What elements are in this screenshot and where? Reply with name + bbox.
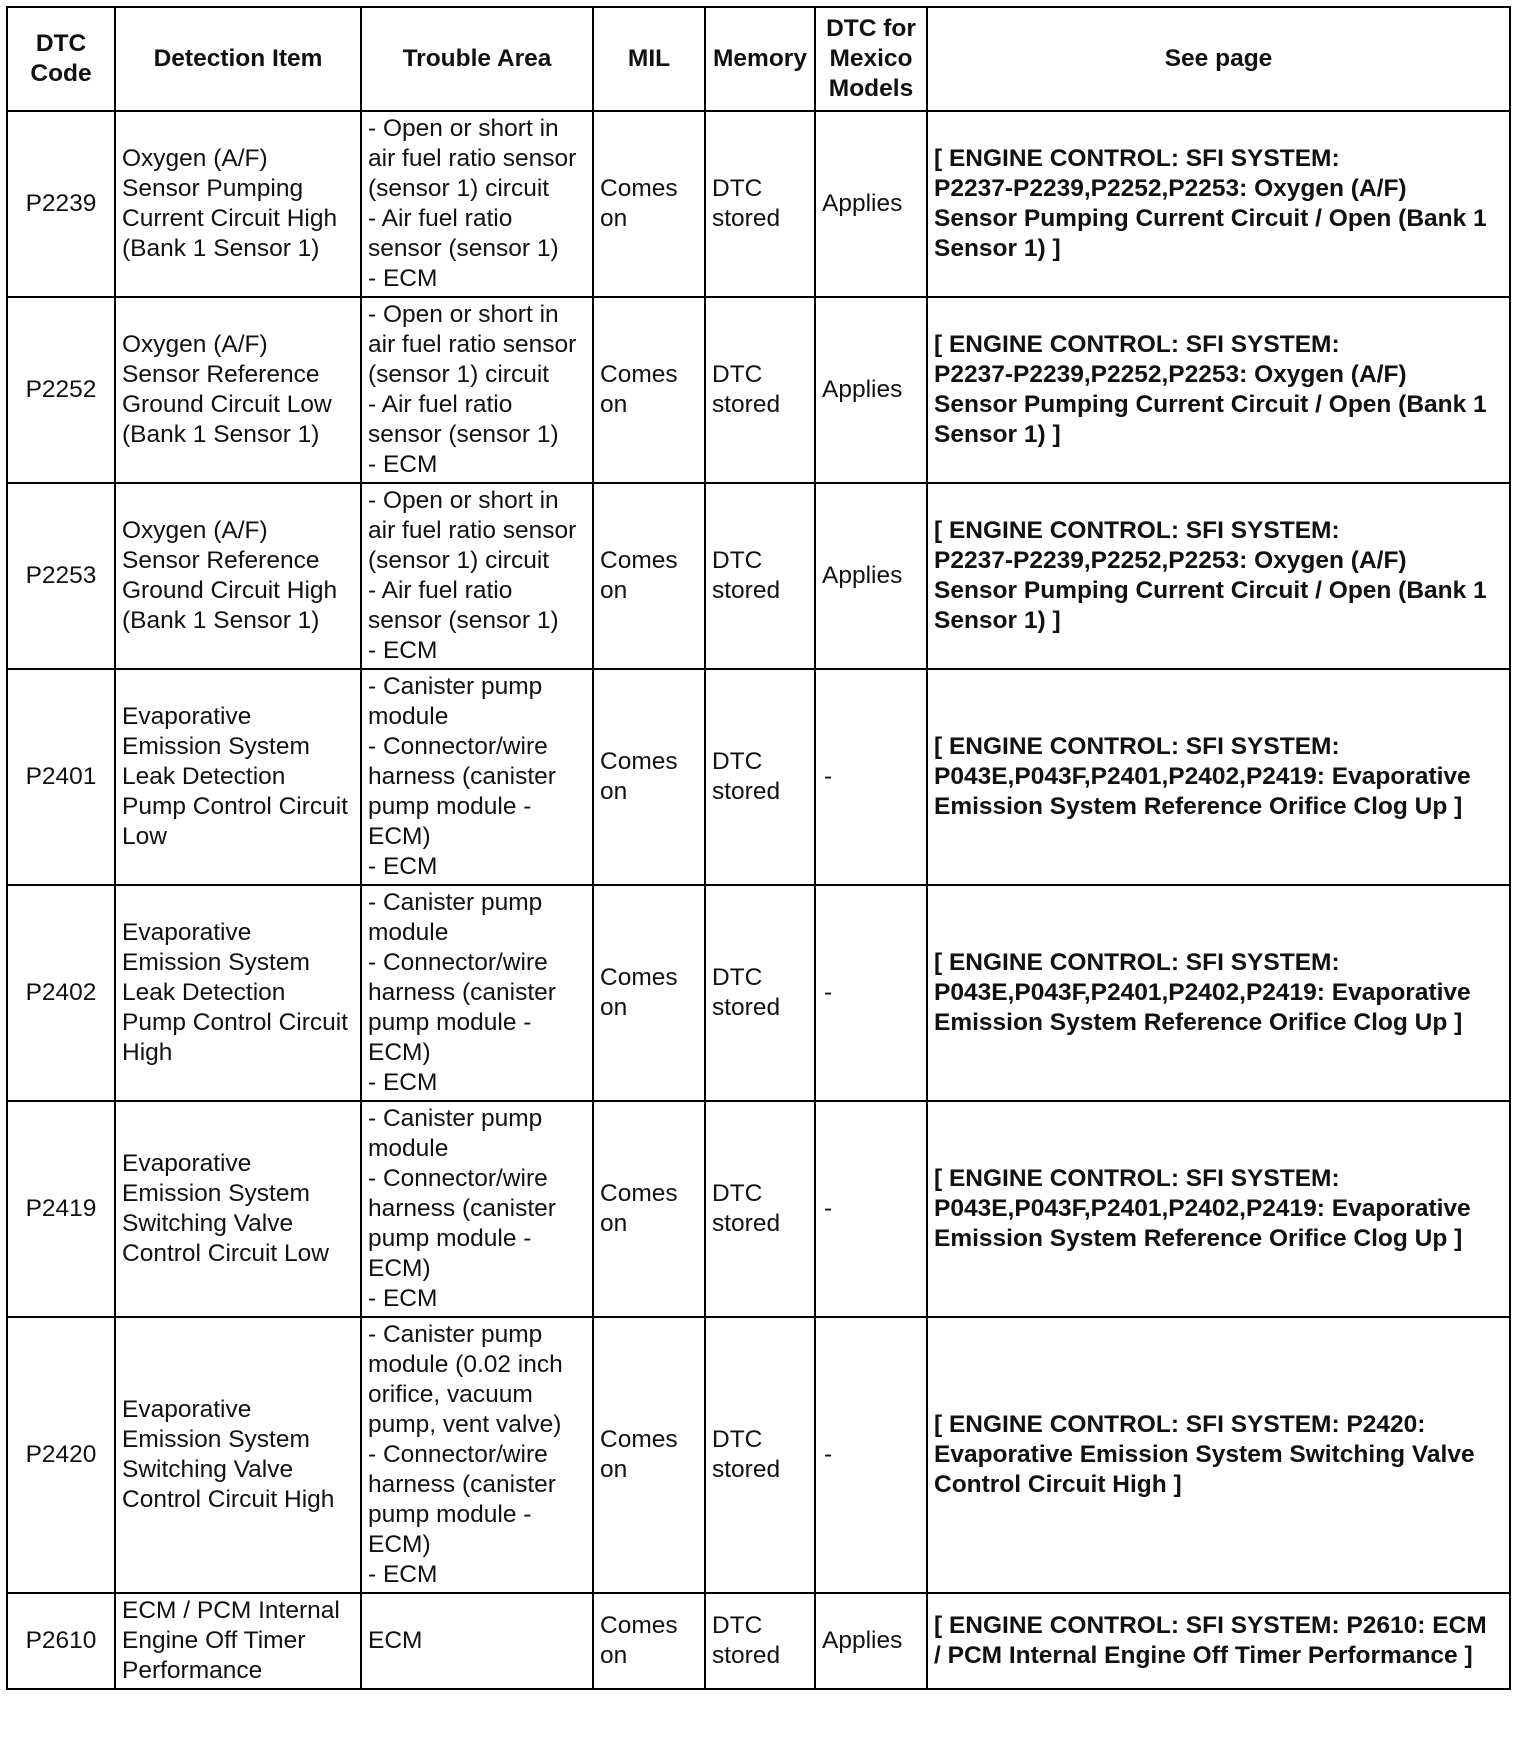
detection-item-cell-line: Emission System [122,949,310,976]
mexico-models-cell [815,1593,927,1689]
header-dtc-code: DTC Code [7,7,115,111]
mil-cell [593,483,705,669]
memory-cell-line: stored [712,577,781,604]
mil-cell [593,111,705,297]
trouble-area-cell-line: harness (canister [368,979,556,1006]
trouble-area-cell-line: - ECM [368,451,438,478]
mil-cell-line: on [600,391,628,418]
trouble-area-cell-line: pump module - [368,1009,532,1036]
trouble-area-cell-line: sensor (sensor 1) [368,421,559,448]
mil-cell-line: Comes [600,1426,678,1453]
trouble-area-cell-line: air fuel ratio sensor [368,145,577,172]
trouble-area-cell-line: ECM) [368,1531,431,1558]
detection-item-cell-line: Ground Circuit Low [122,391,332,418]
mil-cell-line: on [600,778,628,805]
see-page-link-line: Control Circuit High ] [934,1471,1182,1498]
trouble-area-cell-line: sensor (sensor 1) [368,607,559,634]
mil-cell [593,1101,705,1317]
mil-cell-line: Comes [600,175,678,202]
memory-cell-line: DTC [712,175,763,202]
see-page-link-line: P043E,P043F,P2401,P2402,P2419: Evaporative [934,979,1471,1006]
memory-cell [705,669,815,885]
dtc-code-cell [7,885,115,1101]
memory-cell-line: stored [712,391,781,418]
mexico-models-cell [815,669,927,885]
table-row [7,483,1510,669]
memory-cell [705,111,815,297]
detection-item-cell-line: Engine Off Timer [122,1627,306,1654]
see-page-link-line: Sensor 1) ] [934,421,1061,448]
memory-cell [705,297,815,483]
detection-item-cell-line: Pump Control Circuit [122,1009,349,1036]
trouble-area-cell-line: (sensor 1) circuit [368,175,550,202]
mil-cell-line: on [600,1210,628,1237]
mil-cell [593,669,705,885]
memory-cell [705,1101,815,1317]
table-body [7,111,1510,1689]
detection-item-cell-line: Ground Circuit High [122,577,338,604]
memory-cell-line: stored [712,205,781,232]
trouble-area-cell-line: module (0.02 inch [368,1351,563,1378]
dtc-code-cell [7,483,115,669]
memory-cell-line: DTC [712,1612,763,1639]
dtc-code-cell-text: P2253 [25,562,97,589]
dtc-code-cell-text: P2252 [25,376,97,403]
trouble-area-cell-line: - ECM [368,1285,438,1312]
memory-cell-line: stored [712,1642,781,1669]
mexico-models-cell-text: Applies [822,376,903,403]
trouble-area-cell-line: - Connector/wire [368,949,548,976]
see-page-link-line: P2237-P2239,P2252,P2253: Oxygen (A/F) [934,547,1407,574]
mexico-models-cell-text: Applies [822,190,903,217]
detection-item-cell-line: ECM / PCM Internal [122,1597,340,1624]
detection-item-cell [115,1101,361,1317]
dtc-code-cell-text: P2420 [25,1441,97,1468]
trouble-area-cell [361,885,593,1101]
detection-item-cell [115,885,361,1101]
trouble-area-cell-line: - Canister pump [368,673,543,700]
see-page-link[interactable] [927,297,1510,483]
trouble-area-cell-line: pump module - [368,1501,532,1528]
see-page-link-line: Sensor Pumping Current Circuit / Open (Bank 1 [934,577,1487,604]
trouble-area-cell-line: - ECM [368,1561,438,1588]
detection-item-cell-line: Control Circuit High [122,1486,335,1513]
see-page-link-line: [ ENGINE CONTROL: SFI SYSTEM: [934,145,1340,172]
see-page-link-line: [ ENGINE CONTROL: SFI SYSTEM: [934,733,1340,760]
table-row [7,111,1510,297]
dtc-code-cell-text: P2610 [25,1627,97,1654]
trouble-area-cell [361,1101,593,1317]
table-row [7,1317,1510,1593]
detection-item-cell-line: Current Circuit High [122,205,338,232]
see-page-link-line: / PCM Internal Engine Off Timer Performance ] [934,1642,1473,1669]
detection-item-cell-line: (Bank 1 Sensor 1) [122,421,320,448]
see-page-link[interactable] [927,111,1510,297]
table-header-row [7,7,1510,111]
detection-item-cell-line: Evaporative [122,703,252,730]
trouble-area-cell-line: sensor (sensor 1) [368,235,559,262]
header-detection-item: Detection Item [115,7,361,111]
dtc-code-cell-text: P2401 [25,763,97,790]
mexico-models-cell [815,885,927,1101]
trouble-area-cell-line: - Canister pump [368,1321,543,1348]
trouble-area-cell-line: - ECM [368,853,438,880]
trouble-area-cell-line: - Canister pump [368,889,543,916]
mil-cell-line: Comes [600,748,678,775]
see-page-link-line: P2237-P2239,P2252,P2253: Oxygen (A/F) [934,175,1407,202]
header-see-page: See page [927,7,1510,111]
detection-item-cell-line: Oxygen (A/F) [122,145,268,172]
mil-cell-line: on [600,1456,628,1483]
header-mil: MIL [593,7,705,111]
detection-item-cell-line: Evaporative [122,1396,252,1423]
mil-cell-line: Comes [600,1180,678,1207]
see-page-link[interactable] [927,669,1510,885]
see-page-link-line: [ ENGINE CONTROL: SFI SYSTEM: [934,1165,1340,1192]
detection-item-cell [115,483,361,669]
memory-cell [705,1593,815,1689]
trouble-area-cell-line: module [368,919,449,946]
dtc-code-cell [7,1593,115,1689]
detection-item-cell-line: Low [122,823,167,850]
see-page-link-line: Sensor Pumping Current Circuit / Open (Bank 1 [934,391,1487,418]
detection-item-cell-line: Performance [122,1657,263,1684]
dtc-code-cell [7,669,115,885]
memory-cell-line: DTC [712,1426,763,1453]
see-page-link-line: [ ENGINE CONTROL: SFI SYSTEM: P2610: ECM [934,1612,1487,1639]
memory-cell-line: stored [712,1210,781,1237]
detection-item-cell-line: Sensor Pumping [122,175,304,202]
trouble-area-cell-line: - ECM [368,637,438,664]
memory-cell-line: DTC [712,547,763,574]
trouble-area-cell-line: (sensor 1) circuit [368,547,550,574]
header-memory: Memory [705,7,815,111]
see-page-link-line: [ ENGINE CONTROL: SFI SYSTEM: [934,331,1340,358]
mexico-models-cell-text: - [824,1441,833,1468]
trouble-area-cell [361,297,593,483]
mexico-models-cell [815,483,927,669]
memory-cell-line: stored [712,994,781,1021]
see-page-link-line: Evaporative Emission System Switching Valve [934,1441,1475,1468]
memory-cell-line: DTC [712,1180,763,1207]
memory-cell-line: stored [712,1456,781,1483]
trouble-area-cell-line: - ECM [368,265,438,292]
trouble-area-cell [361,483,593,669]
trouble-area-cell-line: - Air fuel ratio [368,205,513,232]
detection-item-cell [115,297,361,483]
trouble-area-cell-line: harness (canister [368,1195,556,1222]
trouble-area-cell-line: harness (canister [368,763,556,790]
trouble-area-cell-line: - ECM [368,1069,438,1096]
memory-cell-line: DTC [712,964,763,991]
memory-cell [705,1317,815,1593]
table-row [7,1593,1510,1689]
trouble-area-cell-line: - Open or short in [368,115,559,142]
trouble-area-cell-line: orifice, vacuum [368,1381,533,1408]
dtc-code-cell [7,111,115,297]
detection-item-cell-line: (Bank 1 Sensor 1) [122,235,320,262]
trouble-area-cell-line: - Connector/wire [368,1441,548,1468]
see-page-link-line: Sensor 1) ] [934,235,1061,262]
mil-cell [593,1317,705,1593]
see-page-link-line: Emission System Reference Orifice Clog Up ] [934,1009,1463,1036]
see-page-link-line: P043E,P043F,P2401,P2402,P2419: Evaporative [934,1195,1471,1222]
trouble-area-cell-line: pump module - [368,793,532,820]
detection-item-cell-line: Switching Valve [122,1456,294,1483]
trouble-area-cell-line: module [368,1135,449,1162]
trouble-area-cell-line: ECM [368,1627,423,1654]
dtc-code-cell-text: P2402 [25,979,97,1006]
detection-item-cell-line: Leak Detection [122,979,286,1006]
trouble-area-cell-line: module [368,703,449,730]
detection-item-cell-line: Evaporative [122,1150,252,1177]
mil-cell-line: Comes [600,964,678,991]
detection-item-cell [115,111,361,297]
see-page-link[interactable] [927,1101,1510,1317]
mil-cell [593,1593,705,1689]
memory-cell [705,885,815,1101]
mil-cell [593,885,705,1101]
detection-item-cell-line: Oxygen (A/F) [122,331,268,358]
detection-item-cell-line: Oxygen (A/F) [122,517,268,544]
detection-item-cell-line: Switching Valve [122,1210,294,1237]
see-page-link-line: Emission System Reference Orifice Clog Up ] [934,1225,1463,1252]
see-page-link[interactable] [927,1593,1510,1689]
trouble-area-cell-line: - Connector/wire [368,733,548,760]
dtc-code-cell [7,1101,115,1317]
see-page-link-line: Sensor Pumping Current Circuit / Open (Bank 1 [934,205,1487,232]
mexico-models-cell-text: Applies [822,1627,903,1654]
trouble-area-cell-line: (sensor 1) circuit [368,361,550,388]
trouble-area-cell-line: pump module - [368,1225,532,1252]
mil-cell-line: on [600,205,628,232]
see-page-link[interactable] [927,483,1510,669]
see-page-link-line: Sensor 1) ] [934,607,1061,634]
detection-item-cell-line: Emission System [122,1180,310,1207]
mexico-models-cell [815,1101,927,1317]
detection-item-cell-line: Sensor Reference [122,361,320,388]
see-page-link-line: [ ENGINE CONTROL: SFI SYSTEM: [934,949,1340,976]
mexico-models-cell [815,297,927,483]
trouble-area-cell [361,111,593,297]
mexico-models-cell [815,1317,927,1593]
header-mexico-models: DTC for Mexico Models [815,7,927,111]
see-page-link-line: [ ENGINE CONTROL: SFI SYSTEM: P2420: [934,1411,1426,1438]
detection-item-cell-line: Leak Detection [122,763,286,790]
dtc-code-cell [7,1317,115,1593]
table-row [7,885,1510,1101]
trouble-area-cell-line: - Air fuel ratio [368,391,513,418]
table-row [7,297,1510,483]
trouble-area-cell-line: pump, vent valve) [368,1411,562,1438]
table-row [7,1101,1510,1317]
mil-cell-line: Comes [600,547,678,574]
detection-item-cell-line: Emission System [122,733,310,760]
trouble-area-cell-line: - Open or short in [368,301,559,328]
mil-cell-line: Comes [600,1612,678,1639]
memory-cell-line: DTC [712,361,763,388]
detection-item-cell-line: Evaporative [122,919,252,946]
trouble-area-cell-line: air fuel ratio sensor [368,517,577,544]
trouble-area-cell-line: harness (canister [368,1471,556,1498]
trouble-area-cell-line: - Canister pump [368,1105,543,1132]
detection-item-cell-line: Control Circuit Low [122,1240,329,1267]
trouble-area-cell-line: ECM) [368,823,431,850]
see-page-link-line: [ ENGINE CONTROL: SFI SYSTEM: [934,517,1340,544]
mil-cell-line: Comes [600,361,678,388]
trouble-area-cell-line: - Connector/wire [368,1165,548,1192]
header-trouble-area: Trouble Area [361,7,593,111]
trouble-area-cell [361,1317,593,1593]
dtc-table-sheet [6,6,1509,1690]
trouble-area-cell-line: ECM) [368,1255,431,1282]
trouble-area-cell-line: - Air fuel ratio [368,577,513,604]
dtc-code-cell-text: P2419 [25,1195,97,1222]
detection-item-cell-line: High [122,1039,173,1066]
mil-cell-line: on [600,1642,628,1669]
trouble-area-cell-line: air fuel ratio sensor [368,331,577,358]
see-page-link-line: P2237-P2239,P2252,P2253: Oxygen (A/F) [934,361,1407,388]
detection-item-cell-line: (Bank 1 Sensor 1) [122,607,320,634]
trouble-area-cell-line: - Open or short in [368,487,559,514]
see-page-link[interactable] [927,1317,1510,1593]
mexico-models-cell-text: - [824,763,833,790]
mexico-models-cell [815,111,927,297]
trouble-area-cell-line: ECM) [368,1039,431,1066]
memory-cell-line: stored [712,778,781,805]
trouble-area-cell [361,1593,593,1689]
dtc-code-cell-text: P2239 [25,190,97,217]
see-page-link-line: Emission System Reference Orifice Clog Up ] [934,793,1463,820]
detection-item-cell-line: Sensor Reference [122,547,320,574]
mexico-models-cell-text: Applies [822,562,903,589]
detection-item-cell-line: Emission System [122,1426,310,1453]
dtc-table [6,6,1511,1690]
mexico-models-cell-text: - [824,1195,833,1222]
mil-cell-line: on [600,994,628,1021]
memory-cell [705,483,815,669]
see-page-link-line: P043E,P043F,P2401,P2402,P2419: Evaporative [934,763,1471,790]
detection-item-cell-line: Pump Control Circuit [122,793,349,820]
mil-cell-line: on [600,577,628,604]
mil-cell [593,297,705,483]
detection-item-cell [115,1317,361,1593]
table-row [7,669,1510,885]
detection-item-cell [115,1593,361,1689]
detection-item-cell [115,669,361,885]
memory-cell-line: DTC [712,748,763,775]
trouble-area-cell [361,669,593,885]
see-page-link[interactable] [927,885,1510,1101]
dtc-code-cell [7,297,115,483]
mexico-models-cell-text: - [824,979,833,1006]
